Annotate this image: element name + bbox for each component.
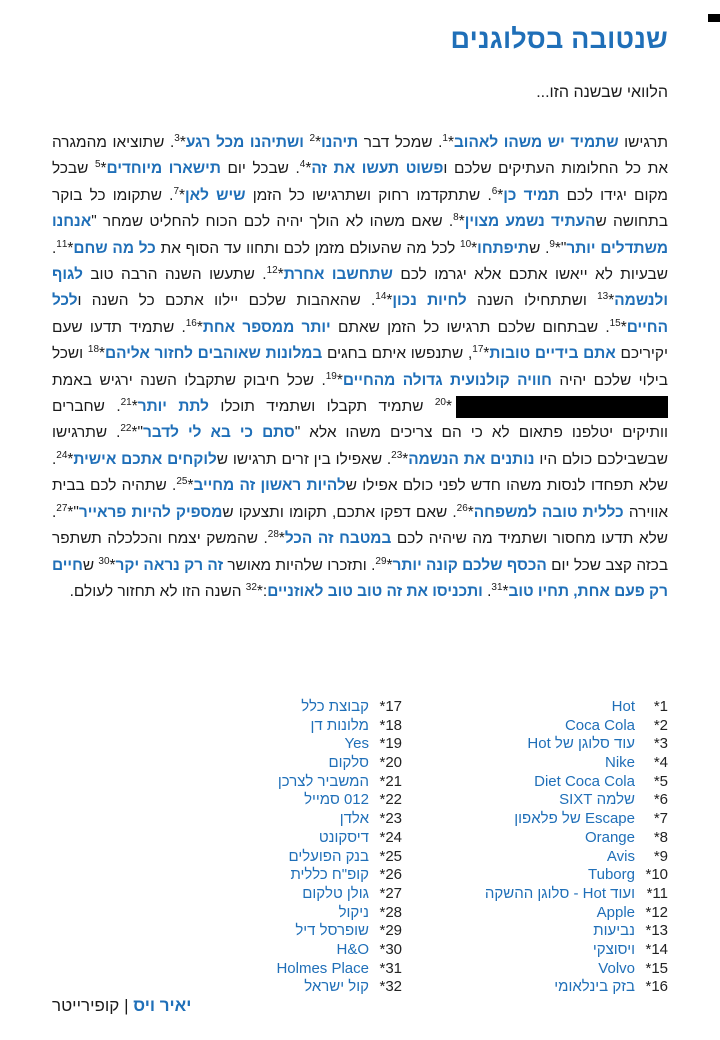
footnote-star: * xyxy=(483,345,490,363)
author-role: קופירייטר xyxy=(52,996,120,1015)
footnote-item xyxy=(413,960,668,979)
body-text-run: . שחברים וותיקים יטלפנו פתאום לא כי הם צריכים משהו אלא " xyxy=(52,398,668,442)
body-text-run: . שבעיות לא ייאשו אתכם אלא יגרמו לכם xyxy=(52,239,668,284)
footnote-star: * xyxy=(179,134,186,151)
footnote-item xyxy=(413,717,668,736)
body-text-run: . שלא תדעו מחסור ושתמיד מה שיהיה לכם xyxy=(52,503,669,548)
footnote-brand: עוד סלוגן של Hot xyxy=(527,735,635,753)
author-name: יאיר ויס xyxy=(133,996,192,1015)
footnote-ref: 5 xyxy=(94,159,101,171)
footnote-number: 23* xyxy=(379,810,402,828)
footnote-number: 5* xyxy=(653,772,668,790)
footnote-item xyxy=(272,960,402,979)
footnote-ref: 13 xyxy=(597,291,609,303)
footnote-number: 30* xyxy=(379,940,402,958)
footnote-number: 25* xyxy=(379,847,402,865)
footnote-number: 9* xyxy=(653,847,668,865)
footnote-brand: בזק בינלאומי xyxy=(554,978,635,996)
body-text-run: . שהאהבות שלכם יילוו אתכם כל השנה ו xyxy=(77,292,376,310)
footnote-brand: נביעות xyxy=(593,922,635,940)
footnote-number: 13* xyxy=(645,922,668,940)
footnote-star: * xyxy=(187,477,194,495)
footnote-item xyxy=(272,698,402,717)
footnote-item xyxy=(272,810,402,829)
footnote-ref: 2 xyxy=(309,132,316,144)
footnotes-column-left xyxy=(272,698,402,997)
footnote-brand: אלדן xyxy=(339,810,369,828)
footnote-star: * xyxy=(196,318,203,336)
body-text-run: . ותזכרו שלהיות מאושר xyxy=(223,556,376,574)
footnote-star: * xyxy=(467,503,474,521)
footnote-number: 17* xyxy=(379,698,402,715)
slogan-highlight: במלונות שאוהבים לחזור אליהם xyxy=(105,345,323,363)
slogan-highlight: תיהנו xyxy=(321,134,359,151)
footnote-ref: 6 xyxy=(491,185,498,197)
footnote-star: * xyxy=(446,398,452,416)
body-text-run: . שאפילו בין זרים תרגישו ש xyxy=(216,450,392,468)
footnote-brand: Yes xyxy=(344,735,369,753)
footnote-ref: 16 xyxy=(185,317,197,329)
body-text-run: . שתרגישו שבשבילכם כולם היו xyxy=(52,424,668,468)
body-text-run: . שאם משהו לא הולך יהיה לכם הכוח להחליט שמחר " xyxy=(91,213,454,231)
footnote-star: * xyxy=(502,582,509,600)
footnote-number: 32* xyxy=(379,978,402,996)
footnote-brand: Escape של פלאפון xyxy=(514,810,635,828)
footnote-number: 19* xyxy=(379,735,402,753)
footnote-number: 2* xyxy=(653,716,668,734)
footnote-brand: Nike xyxy=(604,754,635,772)
footnote-star: * xyxy=(305,160,312,178)
slogan-highlight: חוויה קולנועית גדולה מהחיים xyxy=(342,371,552,389)
body-text-run: לכל מה שהעולם מזמן לכם ותחוו עד הסוף את xyxy=(155,239,461,257)
footnote-item xyxy=(272,791,402,810)
slogan-highlight: כללית טובה למשפחה xyxy=(473,503,624,521)
footnote-ref: 15 xyxy=(609,317,621,329)
footnote-item xyxy=(413,829,668,848)
footnote-number: 22* xyxy=(379,791,402,809)
footnote-item xyxy=(272,735,402,754)
slogan-highlight: תמיד כן xyxy=(503,186,560,204)
body-text-run: שתמיד תקבלו ושתמיד תוכלו xyxy=(208,398,435,416)
body-text-run: . שתוציאו מהמגרה את כל החלומות העתיקים שלכם ו xyxy=(52,134,668,178)
footnote-star: * xyxy=(386,292,393,310)
page-title: שנטובה בסלוגנים xyxy=(450,24,668,54)
body-text-run: . שלא תפחדו לנסות משהו חדש לפני כולם אפילו ש xyxy=(52,450,669,495)
footnote-number: 15* xyxy=(645,959,668,977)
footnote-brand: בנק הפועלים xyxy=(288,847,369,865)
footnote-item xyxy=(272,922,402,941)
footnote-number: 1* xyxy=(653,698,668,715)
body-text-run: . שתהיה לכם בבית אווירה xyxy=(52,477,668,521)
footnote-brand: שלמה SIXT xyxy=(559,791,635,809)
footnote-item xyxy=(272,754,402,773)
footnote-number: 18* xyxy=(379,716,402,734)
slogan-highlight: לחיות נכון xyxy=(392,292,467,310)
footnote-brand: מלונות דן xyxy=(310,716,369,734)
footnote-star: * xyxy=(315,134,322,151)
footnote-ref: 25 xyxy=(176,476,188,488)
footnote-brand: Apple xyxy=(596,903,635,921)
footnote-brand: גולן טלקום xyxy=(302,884,369,902)
slogan-highlight: תישארו מיוחדים xyxy=(106,160,221,178)
footnote-ref: 17 xyxy=(472,344,484,356)
footnote-number: 16* xyxy=(645,978,668,996)
slogan-highlight: שיש לאן xyxy=(185,186,246,204)
slogan-highlight: נותנים את הנשמה xyxy=(408,450,535,468)
footnote-ref: 8 xyxy=(453,212,459,224)
footnote-brand: קבוצת כלל xyxy=(301,698,369,715)
footnote-star: * xyxy=(620,318,627,336)
footnote-star: * xyxy=(99,345,106,363)
footnote-star: * xyxy=(100,160,107,178)
body-text-run: ושכל בילוי שלכם יהיה xyxy=(52,345,668,389)
footnote-star: * xyxy=(131,398,138,416)
body-text-run: ש xyxy=(82,556,99,574)
footnote-ref: 32 xyxy=(245,581,257,593)
slogan-highlight: זה רק נראה יקר xyxy=(115,556,224,574)
footnote-star: * xyxy=(497,186,504,204)
footnote-item xyxy=(413,866,668,885)
footnote-brand: ניקול xyxy=(338,903,369,921)
footnote-item xyxy=(413,698,668,717)
footnote-number: 14* xyxy=(645,940,668,958)
footnote-number: 28* xyxy=(379,903,402,921)
footnote-ref: 27 xyxy=(56,502,68,514)
slogan-highlight: להיות ראשון זה מחייב xyxy=(193,477,346,495)
footnote-number: 31* xyxy=(379,959,402,977)
footnote-item xyxy=(413,904,668,923)
footnote-brand: Orange xyxy=(584,828,635,846)
footnotes-column-right xyxy=(413,698,668,997)
footnote-item xyxy=(413,922,668,941)
footnote-brand: קול ישראל xyxy=(304,978,369,996)
footnote-item xyxy=(413,848,668,867)
footnote-star: * xyxy=(109,556,116,574)
slogan-highlight: יותר ממספר אחת xyxy=(202,318,331,336)
footnote-brand: 012 סמייל xyxy=(304,791,369,809)
footnote-brand: Diet Coca Cola xyxy=(534,772,635,790)
slogan-highlight: במטבח זה הכל xyxy=(284,530,392,548)
body-text-run: . שאם דפקו אתכם, תקומו ותצעקו ש xyxy=(222,503,457,521)
footnote-ref: 29 xyxy=(375,555,387,567)
footnote-item xyxy=(272,717,402,736)
footnote-ref: 31 xyxy=(491,581,503,593)
slogan-highlight: סתם כי בא לי לדבר xyxy=(142,424,295,442)
footnote-brand: Holmes Place xyxy=(276,959,369,977)
body-text-run: . שבכל יום xyxy=(220,160,300,178)
footnote-brand: Coca Cola xyxy=(564,716,635,734)
footnote-ref: 20 xyxy=(434,396,446,408)
body-text-run: . שמכל דבר xyxy=(358,134,443,151)
footnote-item xyxy=(272,829,402,848)
footnote-ref: 3 xyxy=(174,132,180,144)
slogan-highlight: ושתיהנו מכל רגע xyxy=(185,134,310,151)
footnote-brand: Volvo xyxy=(598,959,635,977)
footnote-brand: ויסוצקי xyxy=(592,940,635,958)
footnote-brand: המשביר לצרכן xyxy=(277,772,369,790)
footnote-number: 29* xyxy=(379,922,402,940)
footnote-item xyxy=(413,773,668,792)
footnote-ref: 19 xyxy=(325,370,337,382)
footnote-brand: שופרסל דיל xyxy=(295,922,369,940)
footnote-star: :* xyxy=(256,582,268,600)
slogan-highlight: לוקחים אתכם אישית xyxy=(73,450,217,468)
footnote-brand: Tuborg xyxy=(588,866,635,884)
footnote-number: 26* xyxy=(379,866,402,884)
footnote-star: * xyxy=(386,556,393,574)
body-text-run: . שתמיד תדעו שעם יקיריכם xyxy=(52,318,669,363)
footnote-number: 3* xyxy=(653,735,668,753)
footnote-star: "* xyxy=(131,424,143,442)
footnote-number: 6* xyxy=(653,791,668,809)
slogan-highlight: כל מה שחם xyxy=(73,239,156,257)
footnote-number: 4* xyxy=(653,754,668,772)
slogan-highlight: שתחשבו אחרת xyxy=(283,266,393,284)
slogan-highlight: ותכניסו את זה טוב טוב לאוזניים xyxy=(267,582,483,600)
signature xyxy=(52,996,191,1016)
footnote-item xyxy=(272,904,402,923)
footnote-brand: Avis xyxy=(606,847,635,865)
body-text-run: , שתנפשו איתם בחגים xyxy=(322,345,473,363)
footnote-number: 11* xyxy=(646,884,668,902)
redaction-box xyxy=(456,396,668,418)
footnote-ref: 28 xyxy=(267,528,279,540)
slogan-highlight: לתת יותר xyxy=(137,398,209,416)
footnote-number: 10* xyxy=(645,866,668,884)
footnote-number: 20* xyxy=(379,754,402,772)
slogan-highlight: אנחנו משתדלים יותר xyxy=(52,213,668,257)
footnote-item xyxy=(272,885,402,904)
footnote-ref: 10 xyxy=(460,238,472,250)
footnote-ref: 12 xyxy=(266,264,278,276)
footnote-star: "* xyxy=(67,503,79,521)
footnote-brand: דיסקונט xyxy=(318,828,369,846)
footnote-ref: 24 xyxy=(56,449,68,461)
footnote-item xyxy=(272,866,402,885)
slogan-highlight: לגוף ולנשמה xyxy=(52,266,668,310)
signature-separator: | xyxy=(124,996,129,1015)
slogan-highlight: לכל החיים xyxy=(52,292,668,336)
footnote-brand: H&O xyxy=(336,940,369,958)
slogan-highlight: מספיק להיות פראייר xyxy=(78,503,223,521)
footnote-item xyxy=(413,885,668,904)
body-text-run: . שהמשק יצמח והכלכלה תשתפר בכזה קצב שכל יום xyxy=(52,530,669,574)
footnote-ref: 18 xyxy=(87,344,100,356)
footnote-brand: ועוד Hot - סלוגן ההשקה xyxy=(484,884,635,902)
slogan-highlight: פשוט תעשו את זה xyxy=(311,160,444,178)
footnote-number: 27* xyxy=(379,884,402,902)
footnote-item xyxy=(413,791,668,810)
footnote-number: 21* xyxy=(379,772,402,790)
body-text-run: תרגישו xyxy=(618,134,668,151)
footnote-ref: 4 xyxy=(299,159,306,171)
footnote-item xyxy=(413,735,668,754)
redacted-sentence: . שכל חיבוק שתקבלו השנה ירגיש באמת xyxy=(52,371,326,389)
footnote-number: 24* xyxy=(379,828,402,846)
footnote-ref: 7 xyxy=(173,185,179,197)
footnote-ref: 22 xyxy=(120,423,132,435)
body-paragraph xyxy=(52,130,668,605)
body-text-run: השנה הזו לא תחזור לעולם. xyxy=(69,582,246,600)
footnote-star: * xyxy=(608,292,615,310)
footnote-item xyxy=(272,848,402,867)
footnote-item xyxy=(413,941,668,960)
footnote-star: * xyxy=(458,213,465,231)
corner-mark xyxy=(708,14,720,22)
footnote-star: * xyxy=(67,450,74,468)
footnote-star: * xyxy=(447,134,454,151)
footnote-item xyxy=(413,810,668,829)
footnote-brand: סלקום xyxy=(328,754,369,772)
footnote-item xyxy=(272,773,402,792)
footnote-ref: 1 xyxy=(442,132,448,144)
body-text-run: שבכל מקום יגידו לכם xyxy=(52,160,668,204)
footnote-brand: קופ"ח כללית xyxy=(290,866,369,884)
slogan-highlight: תיפתחו xyxy=(477,239,530,257)
footnote-star: * xyxy=(402,450,409,468)
slogan-highlight: חיים רק פעם אחת, תחיו טוב xyxy=(52,556,668,600)
body-text-run: . שתעשו השנה הרבה טוב xyxy=(82,266,267,284)
body-text-run: . xyxy=(482,582,492,600)
footnote-number: 7* xyxy=(653,810,668,828)
footnote-number: 12* xyxy=(645,903,668,921)
footnote-ref: 26 xyxy=(456,502,468,514)
slogan-highlight: הכסף שלכם קונה יותר xyxy=(392,556,547,574)
footnote-ref: 9 xyxy=(549,238,555,250)
intro-line: הלוואי שבשנה הזו... xyxy=(536,84,668,101)
footnote-star: "* xyxy=(554,239,567,257)
body-text-run: . שבתחום שלכם תרגישו כל הזמן שאתם xyxy=(330,318,610,336)
body-text-run: . שתקומו כל בוקר בתחושה ש xyxy=(52,186,668,231)
footnote-ref: 14 xyxy=(375,291,387,303)
footnote-star: * xyxy=(336,371,343,389)
footnote-star: * xyxy=(277,266,284,284)
slogan-highlight: אתם בידיים טובות xyxy=(489,345,616,363)
footnote-ref: 23 xyxy=(391,449,403,461)
footnote-number: 8* xyxy=(653,828,668,846)
footnote-star: * xyxy=(179,186,185,204)
footnote-ref: 30 xyxy=(98,555,110,567)
footnote-star: * xyxy=(67,239,74,257)
body-text-run: ושתתחילו השנה xyxy=(466,292,598,310)
footnote-star: * xyxy=(471,239,478,257)
footnote-star: * xyxy=(278,530,285,548)
footnote-item xyxy=(272,978,402,997)
body-text-run: . ש xyxy=(529,239,550,257)
slogan-highlight: העתיד נשמע מצוין xyxy=(464,213,596,231)
slogan-highlight: שתמיד יש משהו לאהוב xyxy=(453,134,619,151)
footnote-ref: 21 xyxy=(120,396,132,408)
body-text-run: . שתתקדמו רחוק ושתרגישו כל הזמן xyxy=(245,186,492,204)
footnote-brand: Hot xyxy=(611,698,635,715)
footnote-item xyxy=(272,941,402,960)
footnote-item xyxy=(413,754,668,773)
footnote-ref: 11 xyxy=(56,238,68,250)
footnote-item xyxy=(413,978,668,997)
